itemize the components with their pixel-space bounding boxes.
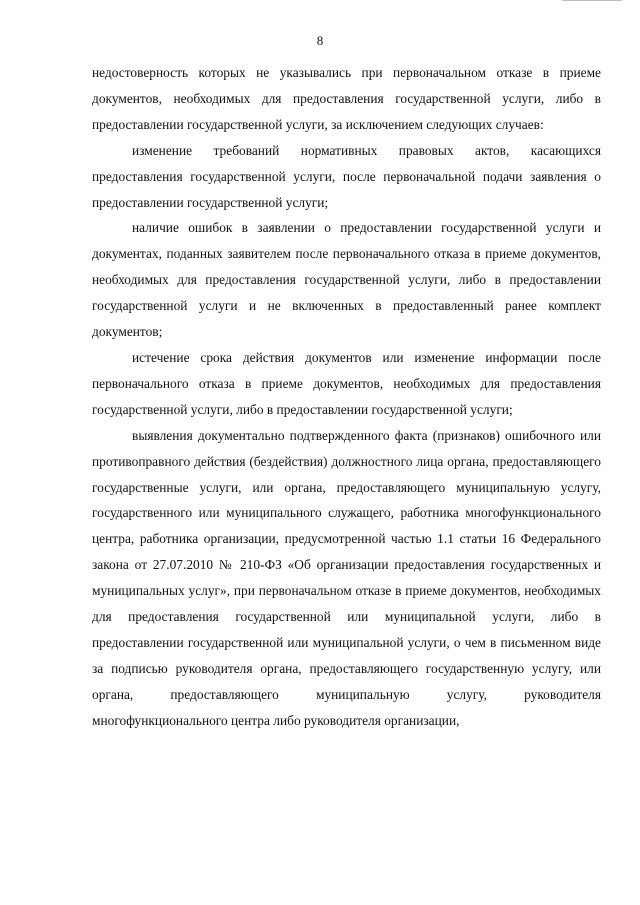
paragraph-application-errors: наличие ошибок в заявлении о предоставлении государственной услуги и документах, поданных заявителем после первоначального отказа в приеме документов, необходимых для предоставления государственной услуги, либо в предоставлении государственной услуги и не включенных в предоставленный ранее комплект документов; <box>92 220 601 340</box>
paragraph-regulation-change: изменение требований нормативных правовых актов, касающихся предоставления государственной услуги, после первоначальной подачи заявления о предоставлении государственной услуги; <box>92 142 601 210</box>
paragraph-document-expiry: истечение срока действия документов или изменение информации после первоначального отказа в приеме документов, необходимых для предоставления государственной услуги, либо в предоставлении государственной услуги; <box>92 349 601 417</box>
page-number: 8 <box>316 33 324 48</box>
document-body <box>92 60 601 734</box>
paragraph-continuation: недостоверность которых не указывались при первоначальном отказе в приеме документов, необходимых для предоставления государственной услуги, либо в предоставлении государственной услуги, за исключением следующих случаев: <box>92 65 601 132</box>
page-edge-mark <box>562 0 622 5</box>
paragraph-erroneous-actions: выявления документально подтвержденного факта (признаков) ошибочного или противоправного действия (бездействия) должностного лица органа, предоставляющего государственные услуги, или органа, предоставляющего муниципальную услугу, государственного или муниципального служащего, работника многофункционального центра, работника организации, предусмотренной частью 1.1 статьи 16 Федерального закона от 27.07.2010 № 210-ФЗ «Об организации предоставления государственных и муниципальных услуг», при первоначальном отказе в приеме документов, необходимых для предоставления государственной или муниципальной услуги, либо в предоставлении государственной или муниципальной услуги, о чем в письменном виде за подписью руководителя органа, предоставляющего государственную услугу, или органа, предоставляющего муниципальную услугу, руководителя многофункционального центра либо руководителя организации, <box>92 427 601 728</box>
